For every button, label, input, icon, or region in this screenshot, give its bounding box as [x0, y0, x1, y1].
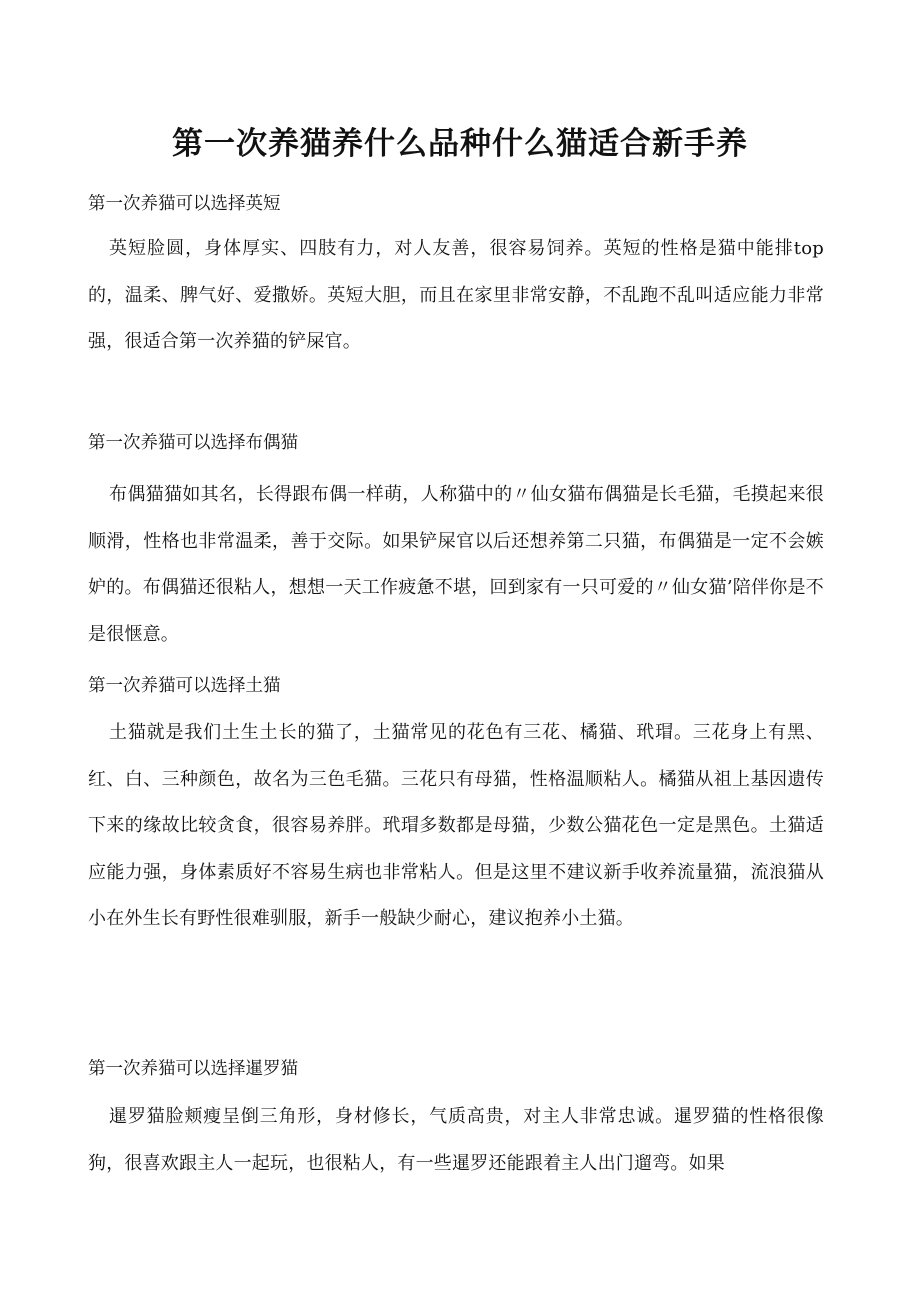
document-title: 第一次养猫养什么品种什么猫适合新手养	[172, 126, 748, 162]
section-body-siamese: 暹罗猫脸颊瘦呈倒三角形，身材修长，气质高贵，对主人非常忠诚。暹罗猫的性格很像狗，很喜欢跟主人一起玩，也很粘人，有一些暹罗还能跟着主人出门遛弯。如果	[88, 1106, 824, 1174]
section-body-ragdoll: 布偶猫猫如其名，长得跟布偶一样萌，人称猫中的〃仙女猫布偶猫是长毛猫，毛摸起来很顺滑，性格也非常温柔，善于交际。如果铲屎官以后还想养第二只猫，布偶猫是一定不会嫉妒的。布偶猫还很粘人，想想一天工作疲惫不堪，回到家有一只可爱的〃仙女猫’陪伴你是不是很惬意。	[88, 484, 824, 645]
section-body-domestic-cat: 土猫就是我们土生土长的猫了，土猫常见的花色有三花、橘猫、玳瑁。三花身上有黑、红、白、三种颜色，故名为三色毛猫。三花只有母猫，性格温顺粘人。橘猫从祖上基因遗传下来的缘故比较贪食，很容易养胖。玳瑁多数都是母猫，少数公猫花色一定是黑色。土猫适应能力强，身体素质好不容易生病也非常粘人。但是这里不建议新手收养流量猫，流浪猫从小在外生长有野性很难驯服，新手一般缺少耐心，建议抱养小土猫。	[88, 722, 824, 929]
section-heading-siamese: 第一次养猫可以选择暹罗猫	[88, 1059, 298, 1079]
section-heading-ragdoll: 第一次养猫可以选择布偶猫	[88, 433, 298, 453]
section-body-british-shorthair: 英短脸圆，身体厚实、四肢有力，对人友善，很容易饲养。英短的性格是猫中能排top的，温柔、脾气好、爱撒娇。英短大胆，而且在家里非常安静，不乱跑不乱叫适应能力非常强，很适合第一次养猫的铲屎官。	[88, 238, 824, 352]
section-heading-domestic-cat: 第一次养猫可以选择土猫	[88, 676, 281, 696]
section-heading-british-shorthair: 第一次养猫可以选择英短	[88, 194, 281, 214]
